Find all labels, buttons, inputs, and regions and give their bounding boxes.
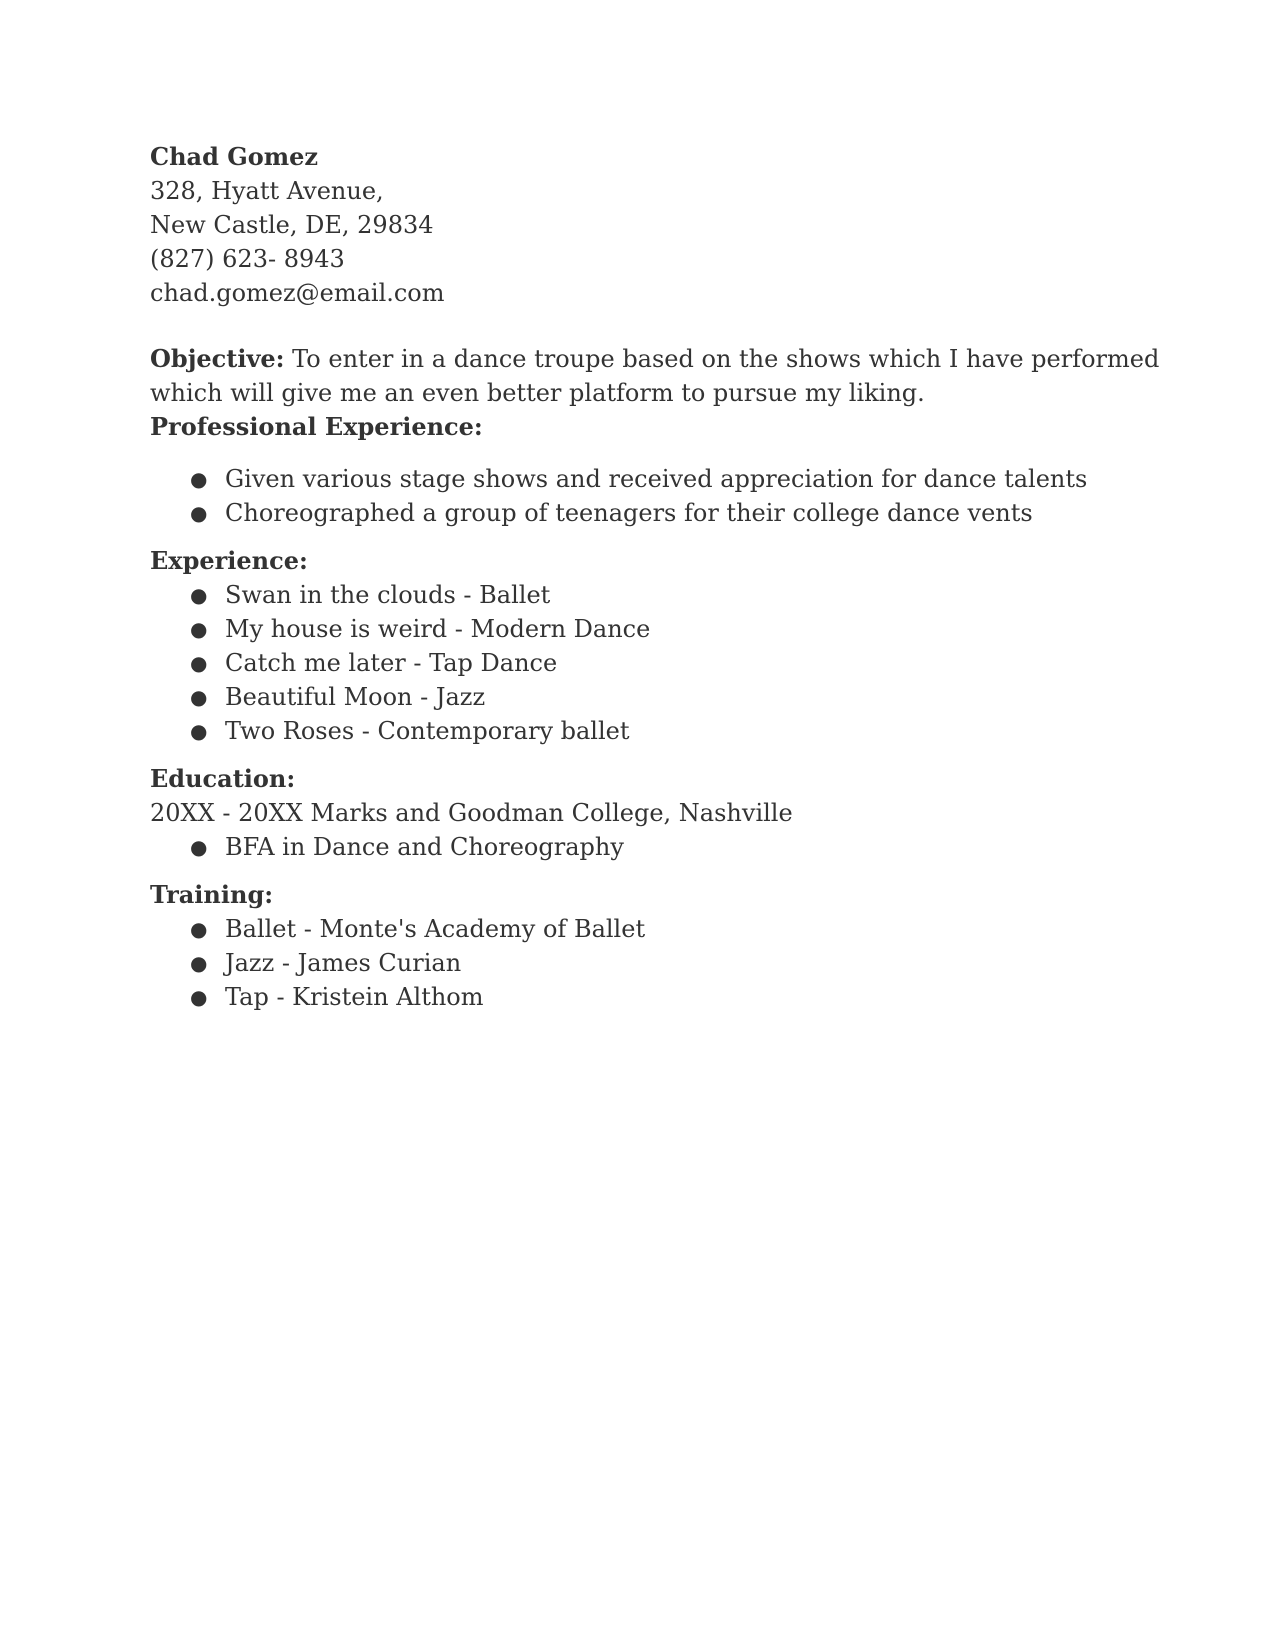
- experience-section: [150, 544, 1110, 748]
- list-item: ● Swan in the clouds - Ballet: [150, 578, 1110, 612]
- objective-text-continued: which will give me an even better platform to pursue my liking.: [150, 379, 925, 407]
- professional-experience-heading: Professional Experience:: [150, 412, 483, 441]
- bullet-icon: ●: [190, 719, 208, 743]
- list-item: ● Given various stage shows and received appreciation for dance talents: [150, 462, 1110, 496]
- bullet-icon: ●: [190, 651, 208, 675]
- list-item: ● Choreographed a group of teenagers for their college dance vents: [150, 496, 1110, 530]
- list-item: ● Catch me later - Tap Dance: [150, 646, 1110, 680]
- address-line-2: New Castle, DE, 29834: [150, 211, 434, 239]
- list-item: ● Tap - Kristein Althom: [150, 980, 1110, 1014]
- education-heading: Education:: [150, 764, 296, 793]
- experience-list: [150, 578, 1110, 748]
- contact-block: [150, 140, 1110, 310]
- list-item: ● Two Roses - Contemporary ballet: [150, 714, 1110, 748]
- list-item: ● Ballet - Monte's Academy of Ballet: [150, 912, 1110, 946]
- resume-document: [150, 140, 1160, 1014]
- bullet-icon: ●: [190, 501, 208, 525]
- bullet-icon: ●: [190, 617, 208, 641]
- bullet-icon: ●: [190, 583, 208, 607]
- objective-label: Objective:: [150, 344, 285, 373]
- objective-section: [150, 342, 1160, 410]
- training-section: [150, 878, 1110, 1014]
- applicant-name: Chad Gomez: [150, 142, 319, 171]
- address-line-1: 328, Hyatt Avenue,: [150, 177, 384, 205]
- experience-heading: Experience:: [150, 546, 308, 575]
- bullet-icon: ●: [190, 835, 208, 859]
- education-line: 20XX - 20XX Marks and Goodman College, Nashville: [150, 799, 793, 827]
- list-item: ● Jazz - James Curian: [150, 946, 1110, 980]
- list-item: ● BFA in Dance and Choreography: [150, 830, 1110, 864]
- phone-number: (827) 623- 8943: [150, 245, 345, 273]
- professional-experience-list: [150, 462, 1110, 530]
- training-list: [150, 912, 1110, 1014]
- list-item: ● My house is weird - Modern Dance: [150, 612, 1110, 646]
- education-section: [150, 762, 1110, 864]
- bullet-icon: ●: [190, 685, 208, 709]
- education-list: [150, 830, 1110, 864]
- bullet-icon: ●: [190, 467, 208, 491]
- list-item: ● Beautiful Moon - Jazz: [150, 680, 1110, 714]
- objective-text: To enter in a dance troupe based on the shows which I have performed: [284, 345, 1160, 373]
- bullet-icon: ●: [190, 917, 208, 941]
- email-address: chad.gomez@email.com: [150, 279, 445, 307]
- training-heading: Training:: [150, 880, 274, 909]
- professional-experience-section: [150, 410, 1110, 530]
- bullet-icon: ●: [190, 985, 208, 1009]
- bullet-icon: ●: [190, 951, 208, 975]
